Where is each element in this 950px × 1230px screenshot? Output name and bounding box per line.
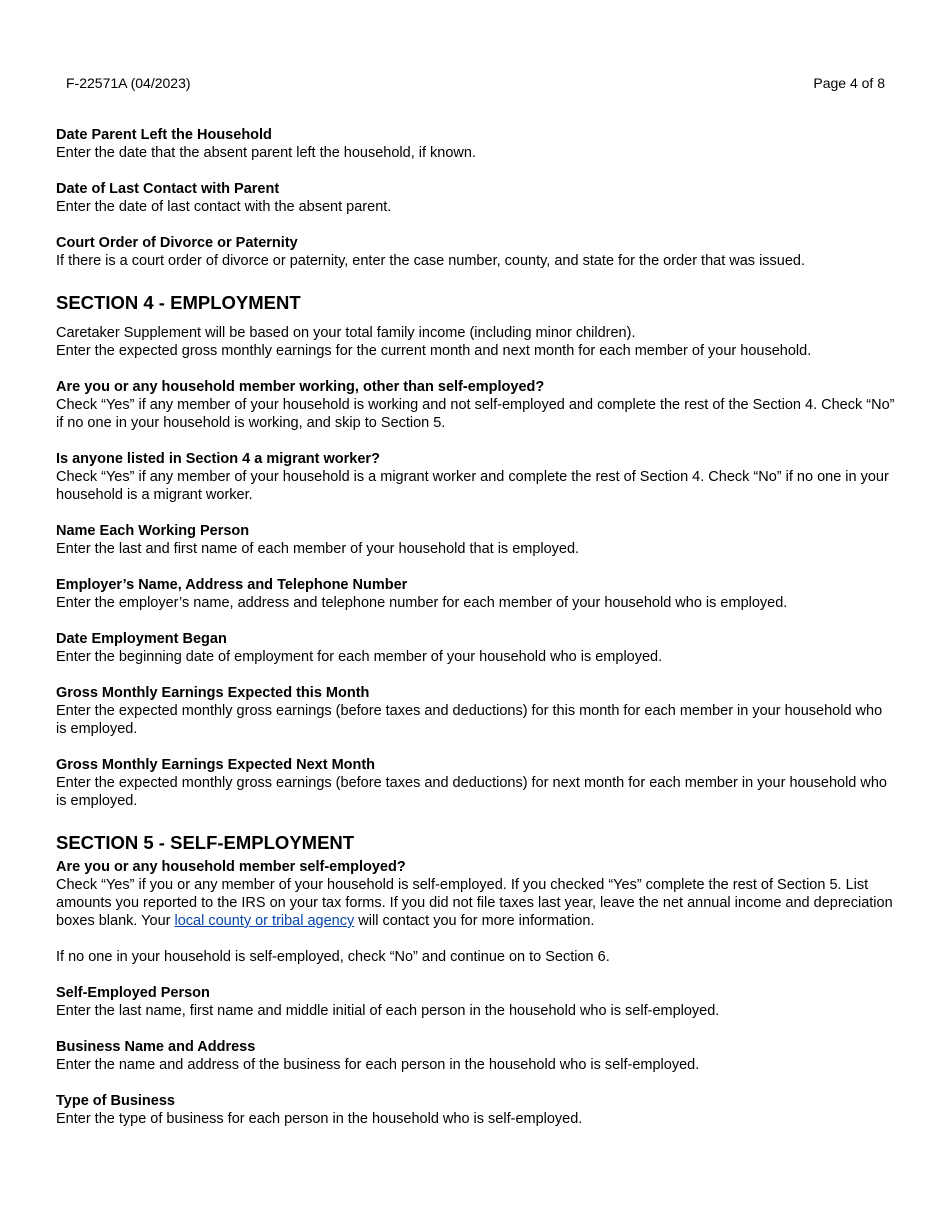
text-segment: Check “Yes” if you or any member of your household is self-employed. If you checked “Yes” complete the rest of Section 5. List amounts you reported to the IRS on your tax forms. If you did not file taxes last year, leave the net annual income and depreciation boxes blank. Your [56,877,893,929]
item-heading: Gross Monthly Earnings Expected this Month [56,685,370,701]
item-text: Check “Yes” if any member of your household is working and not self-employed and complete the rest of the Section 4. Check “No” if no one in your household is working, and skip to Section 5. [56,397,895,431]
section-5-title: SECTION 5 - SELF-EMPLOYMENT [56,832,355,853]
item-heading: Business Name and Address [56,1039,256,1055]
page-content [56,126,896,1146]
item-heading: Is anyone listed in Section 4 a migrant worker? [56,451,380,467]
item-text [56,876,896,930]
item-heading: Employer’s Name, Address and Telephone Number [56,577,408,593]
item-text: Enter the type of business for each person in the household who is self-employed. [56,1111,583,1127]
item-heading: Court Order of Divorce or Paternity [56,235,298,251]
item-heading: Are you or any household member working, other than self-employed? [56,379,545,395]
item-text: Enter the expected monthly gross earnings (before taxes and deductions) for this month for each member in your household who is employed. [56,703,883,737]
instruction-item [56,126,896,162]
instruction-item [56,1092,896,1128]
form-id: F-22571A (04/2023) [66,75,191,91]
item-text: Enter the beginning date of employment for each member of your household who is employed. [56,649,663,665]
item-heading: Type of Business [56,1093,175,1109]
item-heading: Date of Last Contact with Parent [56,181,280,197]
item-heading: Date Parent Left the Household [56,127,272,143]
item-heading: Are you or any household member self-employed? [56,859,406,875]
instruction-item [56,858,896,930]
item-heading: Gross Monthly Earnings Expected Next Month [56,757,376,773]
instruction-item [56,522,896,558]
page-number: Page 4 of 8 [813,75,885,91]
item-text: Enter the name and address of the business for each person in the household who is self-employed. [56,1057,700,1073]
item-text: If no one in your household is self-employed, check “No” and continue on to Section 6. [56,949,610,965]
section-4-title: SECTION 4 - EMPLOYMENT [56,292,301,313]
section-4-intro [56,324,896,360]
item-text: If there is a court order of divorce or paternity, enter the case number, county, and state for the order that was issued. [56,253,806,269]
item-heading: Date Employment Began [56,631,227,647]
instruction-item [56,180,896,216]
item-text: Enter the date of last contact with the absent parent. [56,199,392,215]
item-text: Enter the last and first name of each member of your household that is employed. [56,541,580,557]
item-text: Enter the date that the absent parent left the household, if known. [56,145,476,161]
item-text: Check “Yes” if any member of your household is a migrant worker and complete the rest of Section 4. Check “No” if no one in your household is a migrant worker. [56,469,889,503]
instruction-item [56,984,896,1020]
instruction-item [56,234,896,270]
intro-line: Caretaker Supplement will be based on your total family income (including minor children). [56,325,636,341]
item-text: Enter the employer’s name, address and telephone number for each member of your household who is employed. [56,595,788,611]
item-heading: Self-Employed Person [56,985,210,1001]
intro-line: Enter the expected gross monthly earnings for the current month and next month for each member of your household. [56,343,812,359]
instruction-item [56,756,896,810]
instruction-note [56,948,896,966]
instruction-item [56,450,896,504]
item-text: Enter the last name, first name and middle initial of each person in the household who is self-employed. [56,1003,720,1019]
instruction-item [56,630,896,666]
instruction-item [56,378,896,432]
local-agency-link[interactable]: local county or tribal agency [174,913,355,929]
instruction-item [56,1038,896,1074]
item-heading: Name Each Working Person [56,523,250,539]
text-segment: will contact you for more information. [354,913,595,929]
instruction-item [56,576,896,612]
item-text: Enter the expected monthly gross earnings (before taxes and deductions) for next month for each member in your household who is employed. [56,775,887,809]
instruction-item [56,684,896,738]
